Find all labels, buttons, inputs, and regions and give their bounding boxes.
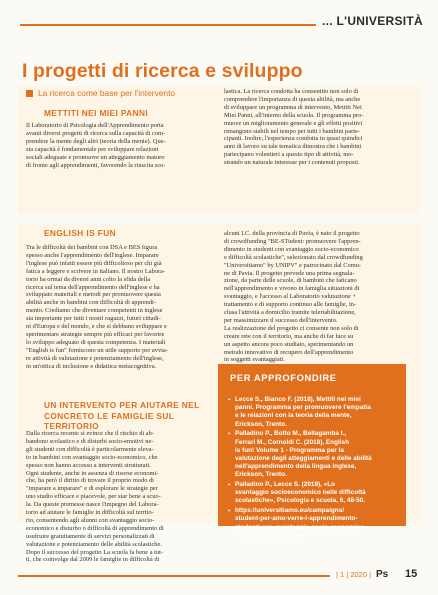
body-text-line: metodo innovativo di recupero dell'apprendimento: [224, 348, 354, 356]
body-text-line: rimangono stabili nel tempo per tutti i bambini parte-: [224, 127, 360, 135]
body-text-line: gli studenti con difficoltà è particolarmente eleva-: [26, 445, 154, 453]
bullet-icon: •: [228, 395, 231, 404]
body-text-line: lo sviluppo adeguato di questa competenza. I materiali: [26, 338, 166, 346]
body-text-line: Dopo il successo del progetto La scuola fa bene a tut-: [26, 548, 163, 556]
body-text-line: prendere la mente degli altri (teoria della mente). Que-: [26, 137, 166, 145]
body-text-line: ricerca sul tema dell'apprendimento dell'inglese e ha: [26, 283, 160, 291]
body-text-line: di sviluppare un programma di intervento, Mettiti Nei: [224, 103, 362, 111]
body-text-line: sviluppato materiali e metodi per promuovere questa: [26, 291, 161, 299]
body-text-line: ni d'Europa e del mondo, e che si debbano sviluppare e: [26, 323, 167, 330]
body-text-line: dimento in studenti con svantaggio socio-economico: [224, 245, 359, 253]
body-text-line: per massimizzare il successo dell'intervento.: [224, 316, 338, 324]
body-text-line: che, ha però il diritto di trovare il proprio modo di: [26, 477, 154, 485]
reference-line: Palladino P., Lecce S. (2019), «Lo: [235, 481, 336, 488]
reference-line: panni. Programma per promuovere l'empatia: [235, 404, 371, 412]
header-rule: [20, 24, 316, 26]
body-text-line: lastica. La ricerca condotta ha consentito non solo di: [224, 88, 359, 95]
body-text-line: spesso non hanno accesso a interventi strutturati.: [26, 461, 151, 469]
bullet-icon: •: [228, 506, 231, 515]
issue-number: | 1 | 2020 |: [336, 570, 372, 579]
reference-line[interactable]: student-per-amo-verre-l-apprendimento-: [235, 515, 358, 523]
body-text-line: partecipano volentieri a questo tipo di attività, mo-: [224, 151, 354, 159]
body-text-line: Miei Panni, all'interno della scuola. Il programma pro-: [224, 111, 364, 119]
body-text-line: la. Da queste premesse nasce l'impegno del Labora-: [26, 501, 159, 509]
body-text-line: re attività di valutazione e potenziamento dell'inglese,: [26, 354, 164, 362]
body-text-line: Tra le difficoltà dei bambini con DSA e BES figura: [26, 244, 158, 251]
body-text-line: fatica a leggere e scrivere in italiano. Il nostro Labora-: [26, 267, 166, 275]
bullet-icon: •: [228, 480, 231, 489]
magazine-logo: Ps: [376, 569, 389, 580]
body-text-line: svantaggio, e l'accesso al Laboratorio valutazione +: [224, 293, 356, 301]
body-text-line: sociali adeguate e promuove un atteggiamento maturo: [26, 153, 165, 161]
body-text-line: bandono scolastico e di disturbi socio-emotivi ne-: [26, 437, 154, 445]
body-text-line: alcuni I.C. della provincia di Pavia, è nato il progetto: [224, 230, 360, 237]
reference-line: svantaggio socioeconomico nelle difficoltà: [235, 489, 366, 497]
body-text-line: sta capacità è fondamentale per sviluppare relazioni: [26, 145, 159, 153]
body-text-line: economico e disturbo o difficoltà di apprendimento di: [26, 524, 164, 532]
body-text-line: in soggetti svantaggiati.: [224, 356, 285, 364]
subtitle-square-icon: [26, 90, 33, 97]
body-text-line: Ogni studente, anche in assenza di risorse economi-: [26, 469, 159, 477]
body-text-line: creare rete con il territorio, ma anche di far luce su: [224, 332, 354, 340]
body-text-line: Il Laboratorio di Psicologia dell'Apprendimento porta: [26, 122, 164, 129]
body-text-line: in un'ottica di inclusione e didattica metacognitiva.: [26, 362, 157, 370]
reference-line: Palladino P., Botto M., Bellagamba I.,: [235, 430, 347, 438]
body-text-line: di crowdfunding "BE-STudent: promuovere l'appren-: [224, 237, 361, 245]
reference-line: Erickson, Trento.: [235, 471, 287, 479]
body-text-line: "Universitiamo" by UNIPV" e patrocinato dal Comu-: [224, 261, 362, 269]
body-text-line: torio ad aiutare le famiglie in difficoltà sul territo-: [26, 509, 154, 516]
section-heading-mettiti: METTITI NEI MIEI PANNI: [44, 108, 149, 118]
body-text-line: comprendere l'importanza di questa abilità, ma anche: [224, 95, 361, 103]
article-subtitle: La ricerca come base per l'intervento: [38, 88, 176, 98]
reference-line: scolastiche», Psicologia e scuola, 6, 48-50.: [235, 497, 366, 505]
body-text-line: ti, che coinvolge dal 2009 le famiglie in difficoltà di: [26, 556, 160, 564]
reference-line[interactable]: https://universitiamo.eu/campaigns/: [235, 507, 345, 515]
body-text-line: l'inglese può infatti essere più difficoltoso per chi già: [26, 259, 162, 267]
reference-line: Ferrari M., Cornoldi C. (2018), English: [235, 438, 349, 446]
section-label: ... L'UNIVERSITÀ: [322, 14, 423, 28]
body-text-line: rio, consentendo agli alunni con svantaggio socio-: [26, 516, 155, 524]
body-text-line: "English is fun" forniscono un utile supporto per avvia-: [26, 346, 168, 354]
reference-line: valutazione degli atteggiamenti e delle abilità: [235, 454, 372, 462]
body-text-line: nell'apprendimento e vivono in famiglia situazioni di: [224, 285, 360, 293]
reference-line: is fun! Volume 1 - Programma per la: [235, 446, 344, 454]
body-text-line: spesso anche l'apprendimento dell'inglese. Imparare: [26, 251, 159, 259]
body-text-line: clusa l'attività a domicilio tramite teleriabilitazione,: [224, 309, 356, 316]
body-text-line: abilità anche in bambini con difficoltà di apprendi-: [26, 299, 156, 307]
body-text-line: to in bambini con svantaggio socio-economico, che: [26, 453, 158, 461]
page-number: 15: [405, 568, 418, 580]
body-text-line: anni di lavoro su tale tematica dimostra che i bambini: [224, 143, 362, 151]
further-reading-heading: PER APPROFONDIRE: [230, 372, 337, 383]
reference-line: Erickson, Trento.: [235, 420, 287, 428]
body-text-line: avanti diversi progetti di ricerca sulla capacità di com-: [26, 129, 166, 137]
body-text-line: sperimentare strategie sempre più efficaci per favorire: [26, 330, 165, 338]
body-text-line: "imparare a imparare" e di esplorare le strategie per: [26, 485, 158, 493]
section-heading-intervento: UN INTERVENTO PER AIUTARE NEL CONCRETO LE FAMIGLIE SUL TERRITORIO: [44, 400, 200, 432]
body-text-line: usufruire gratuitamente di servizi personalizzati di: [26, 532, 155, 540]
reference-line[interactable]: e-difficolta-scolastiche/: [235, 531, 307, 539]
body-text-line: muove un miglioramento generale e gli effetti positivi: [224, 119, 363, 127]
reference-line: Lecce S., Bianco F. (2018), Mettiti nei miei: [235, 396, 361, 403]
article-title: I progetti di ricerca e sviluppo: [22, 60, 303, 82]
body-text-line: un aspetto ancora poco studiato, sperimentando un: [224, 340, 354, 348]
body-text-line: sia importante per tutti i nostri ragazzi, futuri cittadi-: [26, 315, 161, 323]
body-text-line: La realizzazione del progetto ci consente non solo di: [224, 324, 359, 332]
body-text-line: trattamento e di supporto continuo alle famiglie, in-: [224, 301, 357, 309]
body-text-line: valutazione e potenziamento delle abilità scolastiche.: [26, 540, 162, 548]
body-text-line: strando un naturale interesse per i contenuti proposti.: [224, 159, 360, 167]
body-text-line: di fronte agli apprendimenti, favorendo la riuscita sco-: [26, 161, 166, 169]
body-text-line: uno studio efficace e piacevole, per star bene a scuo-: [26, 493, 161, 501]
body-text-line: torio ha ormai da diversi anni colto la sfida della: [26, 275, 151, 283]
body-text-line: e difficoltà scolastiche", selezionato dal crowdfunding: [224, 253, 363, 261]
bullet-icon: •: [228, 429, 231, 438]
reference-line: e le relazioni con la teoria della mente,: [235, 412, 352, 420]
body-text-line: Dalla ricerca recente si evince che il rischio di ab-: [26, 430, 154, 437]
body-text-line: mento. Crediamo che diventare competenti in inglese: [26, 307, 163, 315]
body-text-line: cipanti. Inoltre, l'esperienza condotta in quasi quindici: [224, 135, 363, 143]
reference-line: nell'apprendimento della lingua inglese,: [235, 463, 357, 471]
reference-line[interactable]: studenti-con-svantaggio-socio-economico-: [235, 523, 367, 531]
section-heading-english: ENGLISH IS FUN: [44, 228, 116, 238]
footer-rule: [18, 575, 330, 577]
body-text-line: ne di Pavia. Il progetto prevede una prima segnala-: [224, 269, 355, 277]
body-text-line: zione, da parte delle scuole, di bambini che faticano: [224, 277, 357, 285]
